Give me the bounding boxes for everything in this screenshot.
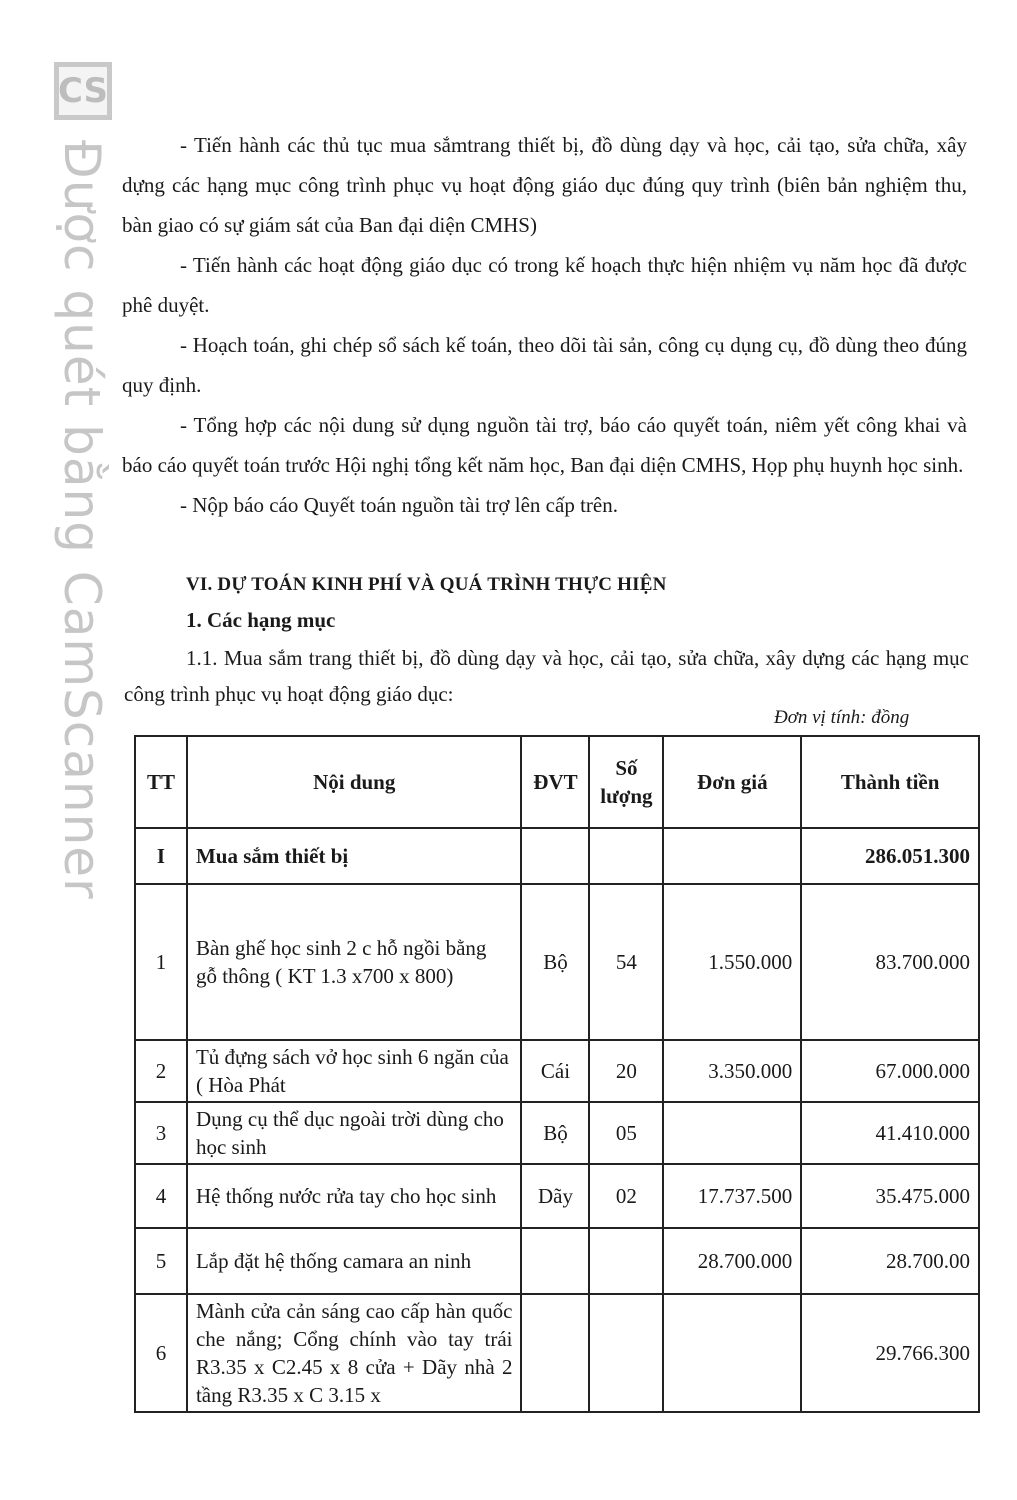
cell-unit: Bộ (521, 1102, 589, 1164)
paragraph-accounting: - Hoạch toán, ghi chép sổ sách kế toán, theo dõi tài sản, công cụ dụng cụ, đồ dùng theo đúng quy định. (122, 333, 967, 397)
cell-unit-price: 1.550.000 (663, 884, 801, 1040)
cell-total: 28.700.00 (801, 1228, 979, 1294)
cell-quantity: 54 (589, 884, 663, 1040)
table-section-row (135, 828, 979, 884)
cell-tt: 1 (135, 884, 187, 1040)
cell-content: Bàn ghế học sinh 2 c hỗ ngồi bằng gỗ thông ( KT 1.3 x700 x 800) (187, 884, 522, 1040)
cell-quantity (589, 1228, 663, 1294)
cell-tt: 3 (135, 1102, 187, 1164)
cell-unit-price (663, 828, 801, 884)
cell-content: Lắp đặt hệ thống camara an ninh (187, 1228, 522, 1294)
cell-total: 35.475.000 (801, 1164, 979, 1228)
cell-unit-price: 17.737.500 (663, 1164, 801, 1228)
header-tt: TT (135, 736, 187, 828)
camscanner-watermark (52, 62, 122, 900)
cell-quantity (589, 1294, 663, 1412)
cell-content: Hệ thống nước rửa tay cho học sinh (187, 1164, 522, 1228)
cell-tt: 4 (135, 1164, 187, 1228)
cell-quantity: 02 (589, 1164, 663, 1228)
body-text (122, 125, 967, 525)
header-content: Nội dung (187, 736, 522, 828)
cell-unit-price (663, 1294, 801, 1412)
header-unit: ĐVT (521, 736, 589, 828)
cell-total: 83.700.000 (801, 884, 979, 1040)
paragraph-procurement: - Tiến hành các thủ tục mua sắmtrang thiết bị, đồ dùng dạy và học, cải tạo, sửa chữa, xây dựng các hạng mục công trình phục vụ hoạt động giáo dục đúng quy trình (biên bản nghiệm thu, bàn giao có sự giám sát của Ban đại diện CMHS) (122, 133, 967, 237)
cell-quantity: 20 (589, 1040, 663, 1102)
cell-unit: Bộ (521, 884, 589, 1040)
cell-tt: I (135, 828, 187, 884)
camscanner-logo-icon: CS (54, 62, 112, 120)
header-quantity: Số lượng (589, 736, 663, 828)
cell-quantity (589, 828, 663, 884)
paragraph-submit-report: - Nộp báo cáo Quyết toán nguồn tài trợ lên cấp trên. (180, 493, 618, 517)
cell-unit-price (663, 1102, 801, 1164)
table-row (135, 1164, 979, 1228)
cell-content: Tủ đựng sách vở học sinh 6 ngăn của ( Hòa Phát (187, 1040, 522, 1102)
header-total: Thành tiền (801, 736, 979, 828)
table-row (135, 1228, 979, 1294)
cell-tt: 2 (135, 1040, 187, 1102)
cell-tt: 6 (135, 1294, 187, 1412)
sub-heading: 1. Các hạng mục (186, 608, 336, 632)
cell-unit (521, 828, 589, 884)
cell-tt: 5 (135, 1228, 187, 1294)
cell-unit (521, 1294, 589, 1412)
table-row (135, 884, 979, 1040)
table-header-row (135, 736, 979, 828)
watermark-text: Được quét bằng CamScanner (53, 140, 111, 900)
cell-unit: Cái (521, 1040, 589, 1102)
table-row (135, 1040, 979, 1102)
cell-total: 29.766.300 (801, 1294, 979, 1412)
cell-unit (521, 1228, 589, 1294)
cell-total: 286.051.300 (801, 828, 979, 884)
cell-content: Mua sắm thiết bị (187, 828, 522, 884)
cell-content: Dụng cụ thể dục ngoài trời dùng cho học sinh (187, 1102, 522, 1164)
paragraph-activities: - Tiến hành các hoạt động giáo dục có trong kế hoạch thực hiện nhiệm vụ năm học đã được phê duyệt. (122, 253, 967, 317)
budget-table (134, 735, 980, 1413)
header-unit-price: Đơn giá (663, 736, 801, 828)
item-description: 1.1. Mua sắm trang thiết bị, đồ dùng dạy và học, cải tạo, sửa chữa, xây dựng các hạng mục công trình phục vụ hoạt động giáo dục: (124, 646, 969, 706)
cell-unit-price: 28.700.000 (663, 1228, 801, 1294)
cell-content: Mành cửa cản sáng cao cấp hàn quốc che nắng; Cổng chính vào tay trái R3.35 x C2.45 x 8 cửa + Dãy nhà 2 tầng R3.35 x C 3.15 x (187, 1294, 522, 1412)
cell-quantity: 05 (589, 1102, 663, 1164)
table-row (135, 1294, 979, 1412)
cell-unit: Dãy (521, 1164, 589, 1228)
unit-label: Đơn vị tính: đồng (774, 707, 910, 728)
cell-total: 67.000.000 (801, 1040, 979, 1102)
cell-unit-price: 3.350.000 (663, 1040, 801, 1102)
section-heading: VI. DỰ TOÁN KINH PHÍ VÀ QUÁ TRÌNH THỰC HIỆN (186, 574, 667, 595)
table-row (135, 1102, 979, 1164)
cell-total: 41.410.000 (801, 1102, 979, 1164)
paragraph-summary: - Tổng hợp các nội dung sử dụng nguồn tài trợ, báo cáo quyết toán, niêm yết công khai và báo cáo quyết toán trước Hội nghị tổng kết năm học, Ban đại diện CMHS, Họp phụ huynh học sinh. (122, 413, 967, 477)
